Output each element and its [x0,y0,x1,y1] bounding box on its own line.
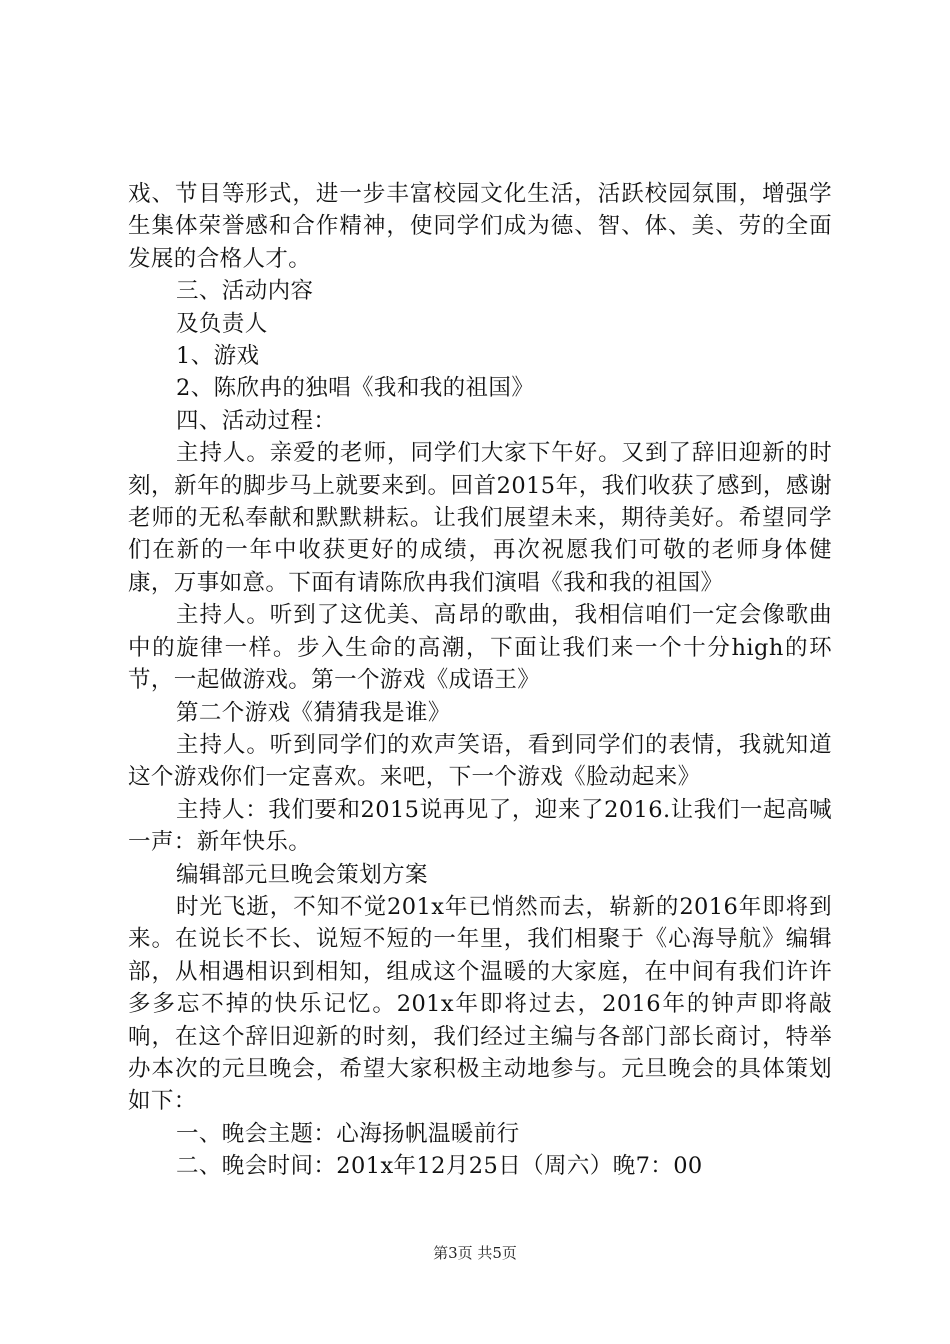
heading-activity-process: 四、活动过程： [176,407,337,434]
page-number-footer: 第3页 共5页 [433,1244,517,1262]
paragraph-host-closing: 主持人：我们要和2015说再见了，迎来了2016.让我们一起高喊一声：新年快乐。 [128,796,832,856]
heading-activity-content: 三、活动内容 [176,278,314,305]
paragraph-host-opening: 主持人。亲爱的老师，同学们大家下午好。又到了辞旧迎新的时刻，新年的脚步马上就要来到。回首2015年，我们收获了感到，感谢老师的无私奉献和默默耕耘。让我们展望未来，期待美好。希望同学们在新的一年中收获更好的成绩，再次祝愿我们可敬的老师身体健康，万事如意。下面有请陈欣冉我们演唱《我和我的祖国》 [128,440,832,596]
paragraph-host-game1: 主持人。听到了这优美、高昂的歌曲，我相信咱们一定会像歌曲中的旋律一样。步入生命的高潮，下面让我们来一个十分high的环节，一起做游戏。第一个游戏《成语王》 [128,602,832,694]
paragraph-1: 戏、节目等形式，进一步丰富校园文化生活，活跃校园氛围，增强学生集体荣誉感和合作精神，使同学们成为德、智、体、美、劳的全面发展的合格人才。 [128,181,832,272]
heading-editorial-plan: 编辑部元旦晚会策划方案 [176,861,428,888]
paragraph-time: 二、晚会时间：201x年12月25日（周六）晚7：00 [176,1153,703,1180]
document-body [128,178,832,1183]
paragraph-host-game3: 主持人。听到同学们的欢声笑语，看到同学们的表情，我就知道这个游戏你们一定喜欢。来吧，下一个游戏《脸动起来》 [128,731,832,791]
list-item-solo: 2、陈欣冉的独唱《我和我的祖国》 [176,375,535,402]
paragraph-editorial-intro: 时光飞逝，不知不觉201x年已悄然而去，崭新的2016年即将到来。在说长不长、说短不短的一年里，我们相聚于《心海导航》编辑部，从相遇相识到相知，组成这个温暖的大家庭，在中间有我们许许多多忘不掉的快乐记忆。201x年即将过去，2016年的钟声即将敲响，在这个辞旧迎新的时刻，我们经过主编与各部门部长商讨，特举办本次的元旦晚会，希望大家积极主动地参与。元旦晚会的具体策划如下： [128,893,832,1115]
paragraph-game2: 第二个游戏《猜猜我是谁》 [176,699,451,726]
paragraph-theme: 一、晚会主题：心海扬帆温暖前行 [176,1120,520,1147]
paragraph-responsible: 及负责人 [176,310,268,337]
list-item-game: 1、游戏 [176,343,260,370]
